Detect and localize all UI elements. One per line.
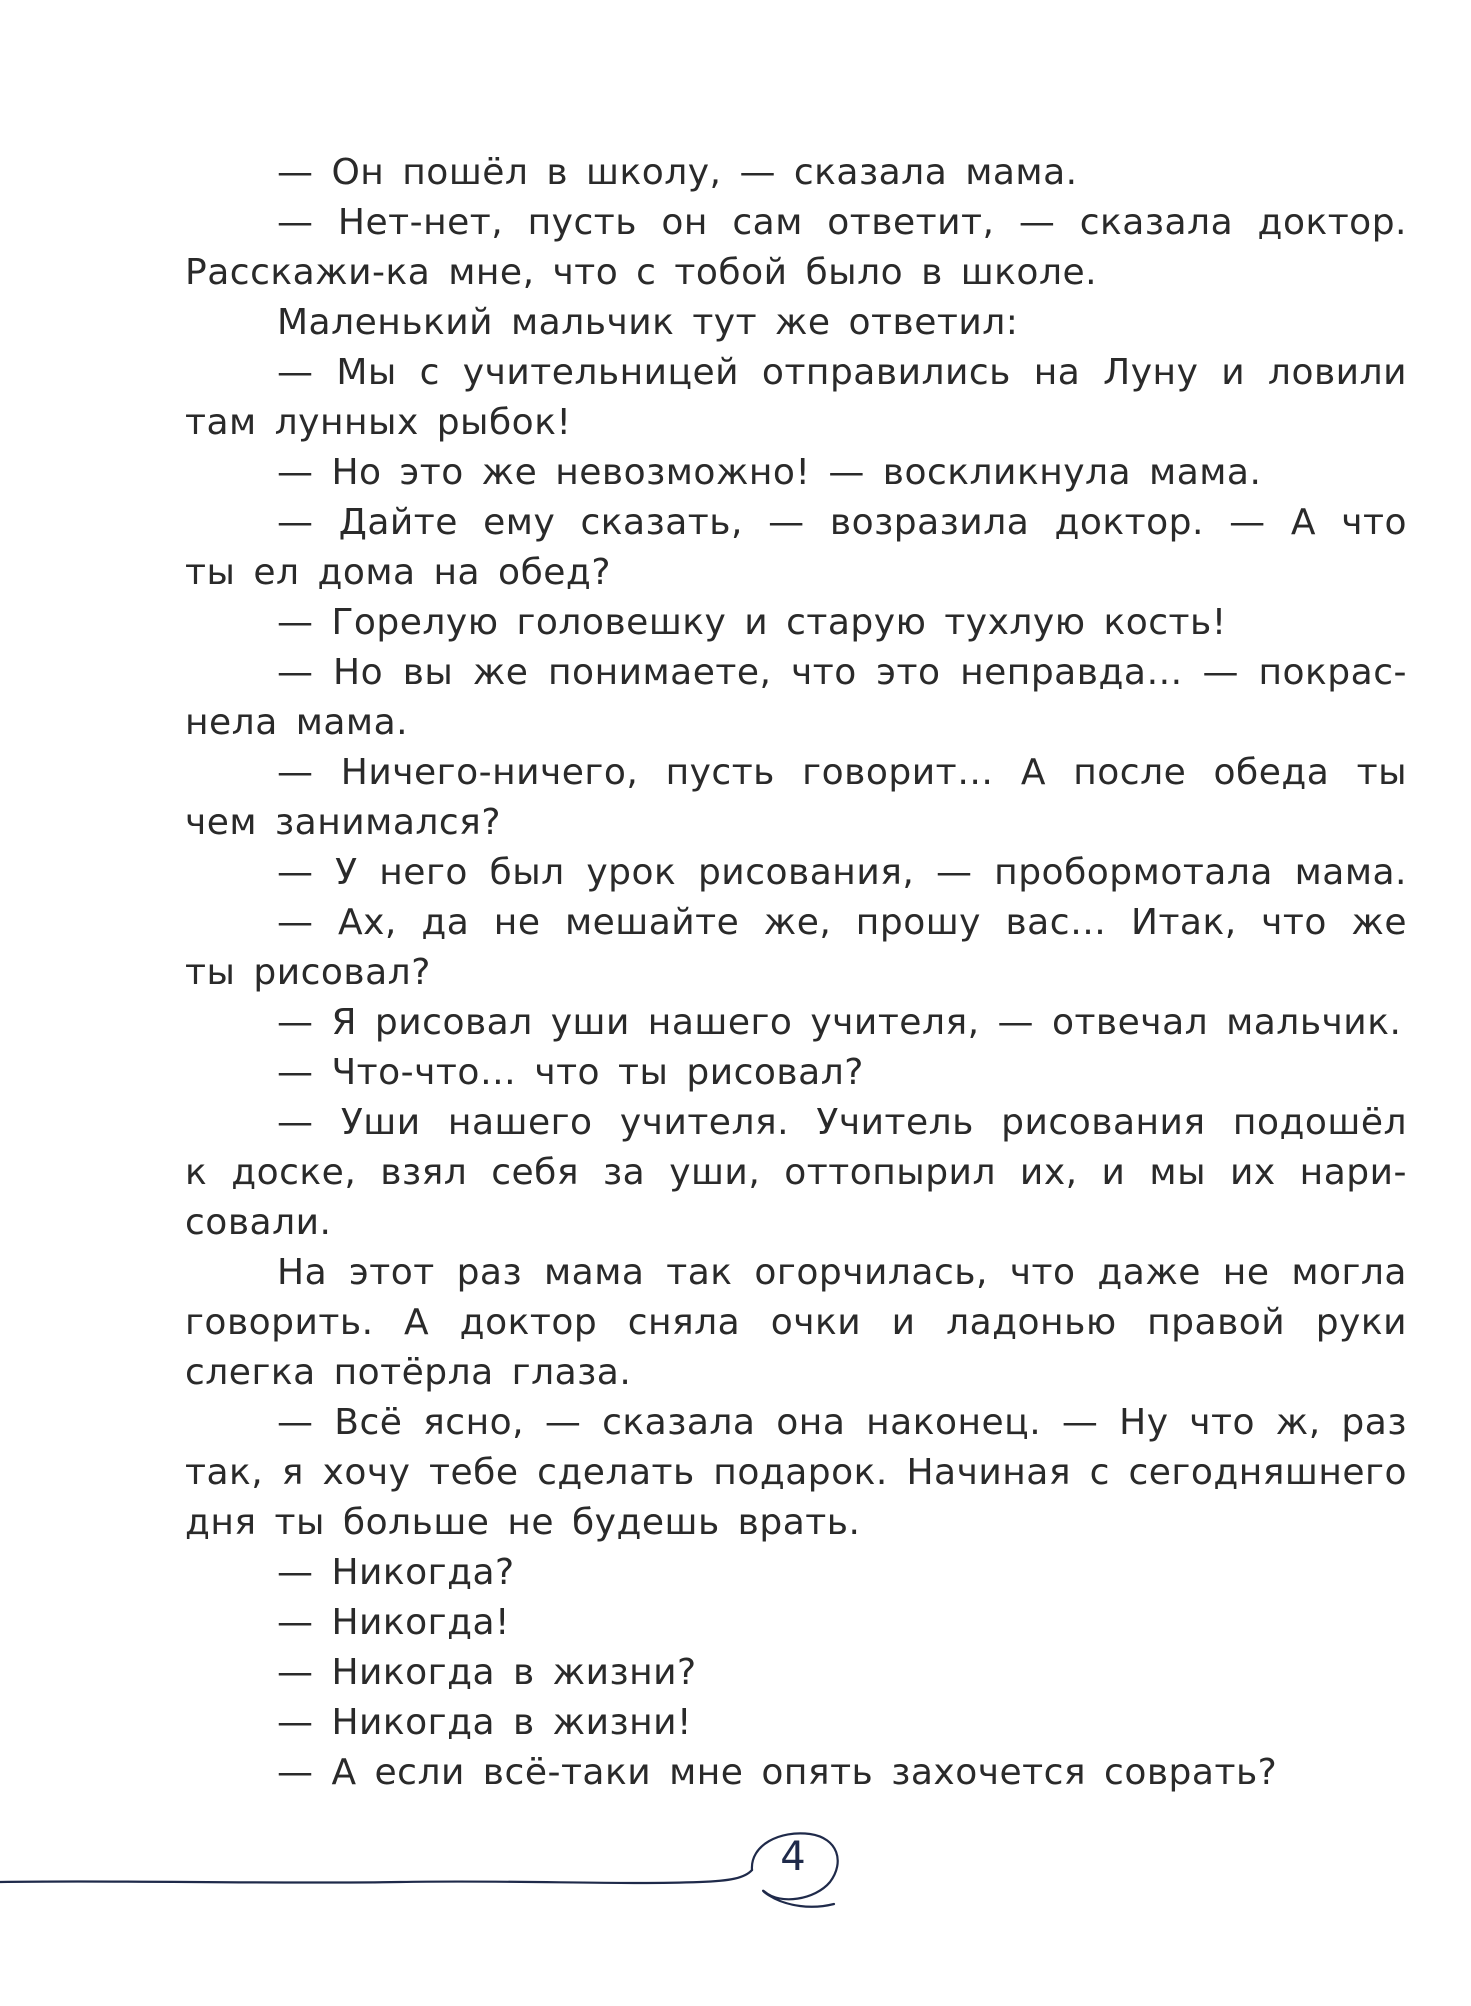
text-line: к доске, взял себя за уши, оттопырил их, и мы их нари- bbox=[185, 1152, 1407, 1193]
story-text bbox=[185, 148, 1407, 1798]
text-line: Маленький мальчик тут же ответил: bbox=[277, 302, 1019, 343]
text-line: — Дайте ему сказать, — возразила доктор. — А что bbox=[277, 502, 1407, 543]
text-line: — Но это же невозможно! — воскликнула мама. bbox=[277, 452, 1262, 493]
text-line: — Никогда? bbox=[277, 1552, 515, 1593]
text-line: ты ел дома на обед? bbox=[185, 552, 611, 593]
text-line: — Уши нашего учителя. Учитель рисования подошёл bbox=[277, 1102, 1407, 1143]
page-number: 4 bbox=[780, 1834, 806, 1880]
text-line: — Никогда в жизни! bbox=[277, 1702, 692, 1743]
text-line: слегка потёрла глаза. bbox=[185, 1352, 632, 1393]
text-line: — Ничего-ничего, пусть говорит… А после обеда ты bbox=[277, 752, 1407, 793]
text-line: На этот раз мама так огорчилась, что даже не могла bbox=[277, 1252, 1407, 1293]
text-line: нела мама. bbox=[185, 702, 409, 743]
text-line: — А если всё-таки мне опять захочется соврать? bbox=[277, 1752, 1278, 1793]
text-line: — Горелую головешку и старую тухлую кость! bbox=[277, 602, 1227, 643]
text-line: — Но вы же понимаете, что это неправда… — покрас- bbox=[277, 652, 1407, 693]
text-line: — Что-что… что ты рисовал? bbox=[277, 1052, 864, 1093]
text-line: — Никогда! bbox=[277, 1602, 510, 1643]
text-line: совали. bbox=[185, 1202, 332, 1243]
text-line: — Ах, да не мешайте же, прошу вас… Итак, что же bbox=[277, 902, 1407, 943]
text-line: ты рисовал? bbox=[185, 952, 431, 993]
text-line: говорить. А доктор сняла очки и ладонью правой руки bbox=[185, 1302, 1407, 1343]
text-line: так, я хочу тебе сделать подарок. Начиная с сегодняшнего bbox=[185, 1452, 1407, 1493]
text-line: — Мы с учительницей отправились на Луну и ловили bbox=[277, 352, 1407, 393]
text-line: там лунных рыбок! bbox=[185, 402, 572, 443]
text-line: — Я рисовал уши нашего учителя, — отвечал мальчик. bbox=[277, 1002, 1402, 1043]
footer-wavy-line-decoration bbox=[0, 1810, 1471, 1920]
text-line: Расскажи-ка мне, что с тобой было в школе. bbox=[185, 252, 1098, 293]
text-line: — У него был урок рисования, — пробормотала мама. bbox=[277, 852, 1407, 893]
text-line: — Он пошёл в школу, — сказала мама. bbox=[277, 152, 1078, 193]
text-line: — Нет-нет, пусть он сам ответит, — сказала доктор. bbox=[277, 202, 1407, 243]
wavy-underline bbox=[0, 1870, 752, 1883]
text-line: — Всё ясно, — сказала она наконец. — Ну что ж, раз bbox=[277, 1402, 1407, 1443]
text-line: дня ты больше не будешь врать. bbox=[185, 1502, 861, 1543]
text-line: — Никогда в жизни? bbox=[277, 1652, 697, 1693]
text-line: чем занимался? bbox=[185, 802, 501, 843]
